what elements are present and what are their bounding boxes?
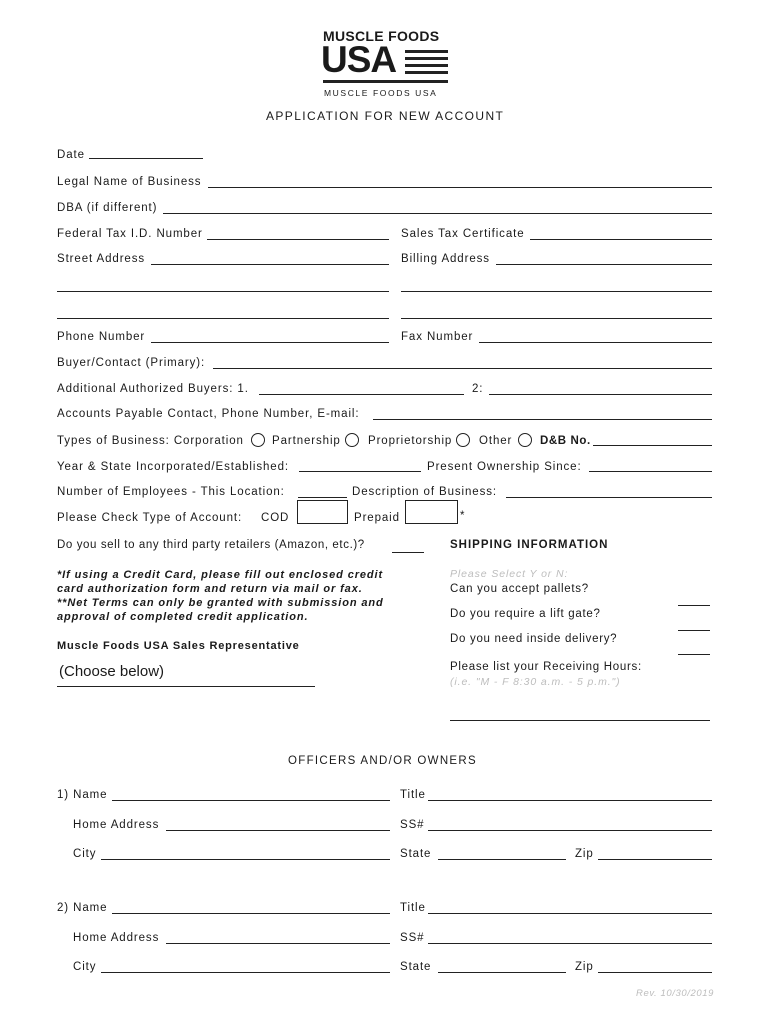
sales-rep-dropdown[interactable]: (Choose below) [59,663,165,680]
buyer-contact-field[interactable] [213,368,712,369]
description-field[interactable] [506,497,712,498]
officer-1-title-label: Title [400,789,426,801]
officer-2-city-label: City [73,961,97,973]
officer-2-title-label: Title [400,902,426,914]
pallets-field[interactable] [678,605,710,606]
fax-label: Fax Number [401,331,474,343]
other-label: Other [479,435,513,447]
receiving-hours-field[interactable] [450,720,710,721]
account-type-label: Please Check Type of Account: [57,512,243,524]
prepaid-label: Prepaid [354,512,400,524]
cod-label: COD [261,512,290,524]
date-field[interactable] [89,158,203,159]
officer-2-home-label: Home Address [73,932,160,944]
sales-rep-underline [57,686,315,687]
credit-card-note-2: card authorization form and return via mail or fax. [57,583,363,595]
logo-underline [323,80,448,83]
logo-subtitle: MUSCLE FOODS USA [324,88,438,98]
officer-1-state-label: State [400,848,432,860]
logo-top-text: MUSCLE FOODS [323,28,440,44]
ap-contact-label: Accounts Payable Contact, Phone Number, E-mail: [57,408,360,420]
officer-2-state-label: State [400,961,432,973]
dba-label: DBA (if different) [57,202,158,214]
logo-stripe [405,64,448,67]
lift-gate-label: Do you require a lift gate? [450,608,601,620]
officer-1-name-field[interactable] [112,800,390,801]
phone-field[interactable] [151,342,389,343]
date-label: Date [57,149,85,161]
shipping-hint: Please Select Y or N: [450,568,569,580]
page-title: APPLICATION FOR NEW ACCOUNT [266,109,505,123]
logo-stripe [405,71,448,74]
credit-card-note-1: *If using a Credit Card, please fill out enclosed credit [57,569,384,581]
sales-tax-field[interactable] [530,239,712,240]
logo-stripe [405,57,448,60]
officer-2-name-label: 2) Name [57,902,108,914]
officer-1-home-field[interactable] [166,830,390,831]
corporation-radio[interactable] [251,433,265,447]
officers-heading: OFFICERS AND/OR OWNERS [288,755,477,767]
fax-field[interactable] [479,342,712,343]
additional-buyer-2-field[interactable] [489,394,712,395]
officer-1-ss-label: SS# [400,819,425,831]
billing-address-label: Billing Address [401,253,490,265]
officer-1-zip-field[interactable] [598,859,712,860]
billing-address-field[interactable] [496,264,712,265]
officer-1-name-label: 1) Name [57,789,108,801]
additional-buyer-1-field[interactable] [259,394,464,395]
additional-buyers-label: Additional Authorized Buyers: 1. [57,383,249,395]
shipping-heading: SHIPPING INFORMATION [450,539,609,551]
officer-1-state-field[interactable] [438,859,566,860]
partnership-radio[interactable] [345,433,359,447]
proprietorship-radio[interactable] [456,433,470,447]
partnership-label: Partnership [272,435,341,447]
officer-2-ss-field[interactable] [428,943,712,944]
net-terms-note-2: approval of completed credit application. [57,611,309,623]
revision-date: Rev. 10/30/2019 [636,988,715,999]
cod-checkbox[interactable] [297,500,348,524]
inside-delivery-field[interactable] [678,654,710,655]
officer-1-city-label: City [73,848,97,860]
officer-1-home-label: Home Address [73,819,160,831]
proprietorship-label: Proprietorship [368,435,453,447]
other-radio[interactable] [518,433,532,447]
logo-usa-text: USA [321,39,397,80]
business-type-label: Types of Business: Corporation [57,435,244,447]
pallets-label: Can you accept pallets? [450,583,589,595]
third-party-field[interactable] [392,552,424,553]
street-address-field[interactable] [151,264,389,265]
third-party-label: Do you sell to any third party retailers (Amazon, etc.)? [57,539,365,551]
officer-2-home-field[interactable] [166,943,390,944]
billing-address-line-3[interactable] [401,318,712,319]
officer-2-state-field[interactable] [438,972,566,973]
officer-2-city-field[interactable] [101,972,390,973]
logo-stripe [405,50,448,53]
officer-1-city-field[interactable] [101,859,390,860]
num-employees-field[interactable] [298,497,347,498]
present-ownership-field[interactable] [589,471,712,472]
inside-delivery-label: Do you need inside delivery? [450,633,618,645]
legal-name-label: Legal Name of Business [57,176,202,188]
ap-contact-field[interactable] [373,419,712,420]
officer-1-ss-field[interactable] [428,830,712,831]
net-terms-note-1: **Net Terms can only be granted with submission and [57,597,384,609]
dnb-field[interactable] [593,445,712,446]
num-employees-label: Number of Employees - This Location: [57,486,285,498]
street-address-label: Street Address [57,253,146,265]
federal-tax-label: Federal Tax I.D. Number [57,228,203,240]
year-state-label: Year & State Incorporated/Established: [57,461,289,473]
billing-address-line-2[interactable] [401,291,712,292]
receiving-hours-label: Please list your Receiving Hours: [450,661,642,673]
prepaid-checkbox[interactable] [405,500,458,524]
street-address-line-3[interactable] [57,318,389,319]
legal-name-field[interactable] [208,187,712,188]
officer-2-zip-label: Zip [575,961,594,973]
dnb-label: D&B No. [540,435,591,447]
sales-tax-label: Sales Tax Certificate [401,228,525,240]
sales-rep-label: Muscle Foods USA Sales Representative [57,640,300,652]
federal-tax-field[interactable] [207,239,389,240]
street-address-line-2[interactable] [57,291,389,292]
phone-label: Phone Number [57,331,146,343]
lift-gate-field[interactable] [678,630,710,631]
buyer-contact-label: Buyer/Contact (Primary): [57,357,206,369]
year-state-field[interactable] [299,471,421,472]
officer-2-ss-label: SS# [400,932,425,944]
officer-1-title-field[interactable] [428,800,712,801]
additional-buyer-2-label: 2: [472,383,484,395]
officer-1-zip-label: Zip [575,848,594,860]
officer-2-name-field[interactable] [112,913,390,914]
receiving-hours-example: (i.e. "M - F 8:30 a.m. - 5 p.m.") [450,676,621,688]
officer-2-zip-field[interactable] [598,972,712,973]
description-label: Description of Business: [352,486,497,498]
present-ownership-label: Present Ownership Since: [427,461,582,473]
officer-2-title-field[interactable] [428,913,712,914]
prepaid-asterisk: * [460,510,466,522]
dba-field[interactable] [163,213,712,214]
